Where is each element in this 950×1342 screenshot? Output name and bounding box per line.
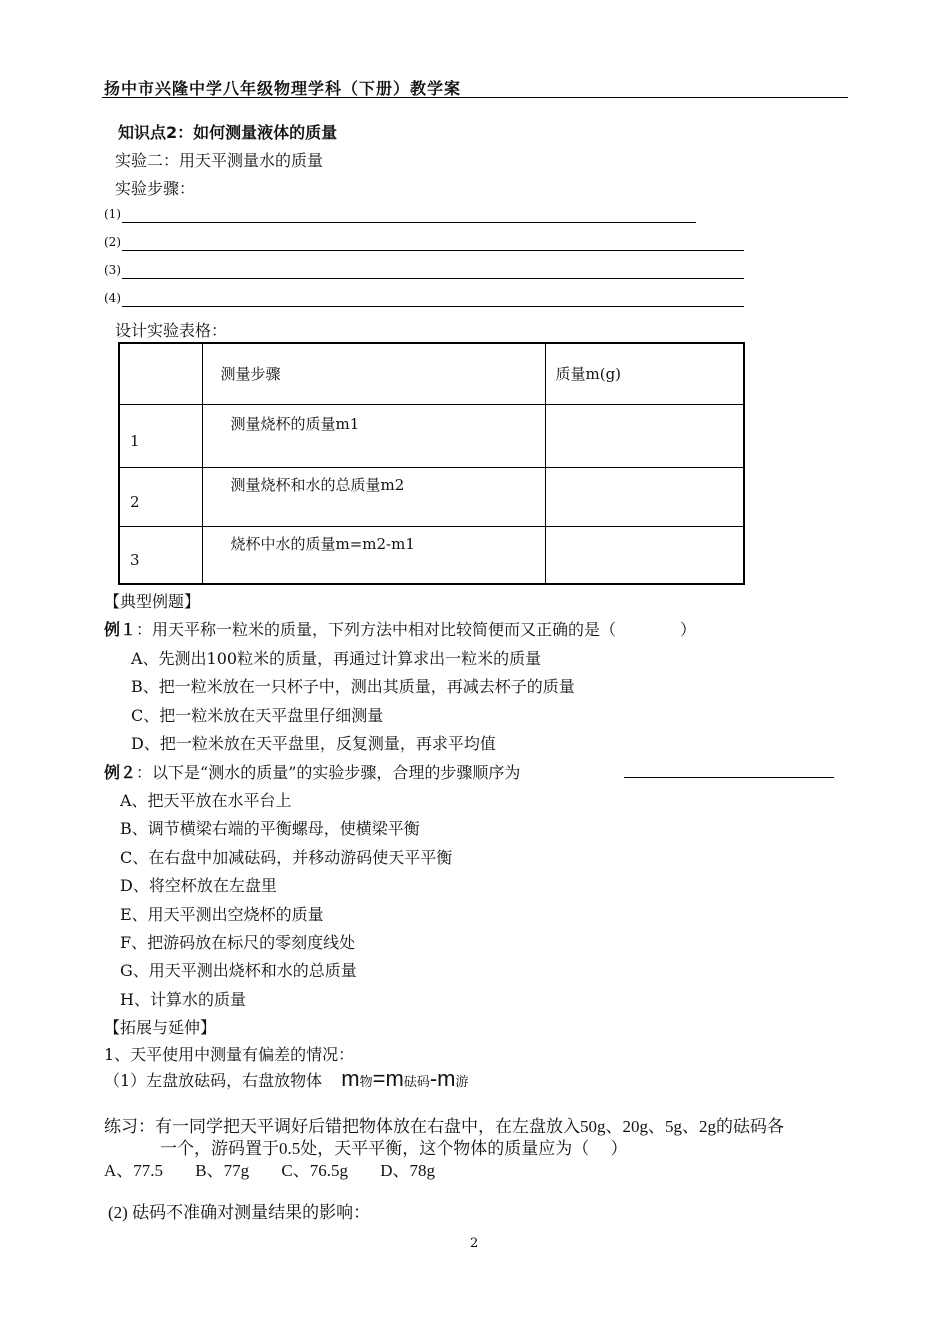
example-2-question	[104, 760, 520, 783]
step-number: (4)	[104, 291, 121, 305]
practice-line-2: 一个，游码置于0.5处，天平平衡，这个物体的质量应为（ ）	[160, 1139, 628, 1158]
formula-sub: 砝码	[403, 1075, 430, 1090]
example-1-question	[104, 617, 696, 640]
formula-minus-m: -m	[429, 1066, 456, 1091]
example-1-option-c[interactable]: C、把一粒米放在天平盘里仔细测量	[131, 706, 384, 725]
row-mass-cell[interactable]	[545, 467, 744, 526]
step-line-4[interactable]	[104, 291, 121, 305]
row-step: 测量烧杯的质量m1	[202, 404, 545, 467]
table-row	[119, 526, 744, 584]
table-header-row	[119, 343, 744, 404]
example-1-option-a[interactable]: A、先测出100粒米的质量，再通过计算求出一粒米的质量	[131, 649, 542, 668]
example-2-option-f: F、把游码放在标尺的零刻度线处	[120, 933, 356, 952]
example-2-option-e: E、用天平测出空烧杯的质量	[120, 905, 324, 924]
answer-option-a[interactable]: A、77.5	[104, 1161, 164, 1180]
blank-underline	[122, 250, 744, 251]
formula-sub: 物	[359, 1075, 373, 1090]
table-header-cell: 质量m(g)	[545, 343, 744, 404]
extension-heading: 【拓展与延伸】	[104, 1018, 217, 1037]
case-1-text: （1）左盘放砝码，右盘放物体	[104, 1071, 323, 1090]
formula-sub: 游	[455, 1075, 469, 1090]
row-number: 1	[119, 404, 202, 467]
example-2-option-d: D、将空杯放在左盘里	[120, 876, 277, 895]
table-header-cell: 测量步骤	[202, 343, 545, 404]
row-mass-cell[interactable]	[545, 404, 744, 467]
step-number: (1)	[104, 207, 121, 221]
practice-line-1: 练习：有一同学把天平调好后错把物体放在右盘中，在左盘放入50g、20g、5g、2g的砝码各	[104, 1117, 784, 1136]
question-text: ：以下是“测水的质量”的实验步骤，合理的步骤顺序为	[136, 763, 521, 782]
example-1-option-d[interactable]: D、把一粒米放在天平盘里，反复测量，再求平均值	[131, 734, 496, 753]
example-label: 例２	[104, 763, 137, 782]
section-title: 知识点2：如何测量液体的质量	[118, 123, 338, 142]
answer-blank[interactable]	[624, 777, 834, 778]
blank-underline	[122, 278, 744, 279]
blank-underline	[122, 306, 744, 307]
example-label: 例１	[104, 620, 137, 639]
example-2-option-h: H、计算水的质量	[120, 990, 246, 1009]
example-2-option-a: A、把天平放在水平台上	[120, 791, 292, 810]
experiment-title: 实验二：用天平测量水的质量	[115, 151, 324, 170]
blank-underline	[122, 222, 696, 223]
page-header-title: 扬中市兴隆中学八年级物理学科（下册）教学案	[104, 79, 462, 98]
steps-label: 实验步骤：	[115, 179, 196, 198]
formula-m: m	[341, 1066, 360, 1091]
answer-option-c[interactable]: C、76.5g	[281, 1161, 348, 1180]
row-step: 测量烧杯和水的总质量m2	[202, 467, 545, 526]
table-row	[119, 467, 744, 526]
answer-option-d[interactable]: D、78g	[380, 1161, 435, 1180]
practice-answers	[104, 1156, 435, 1181]
example-2-option-c: C、在右盘中加减砝码，并移动游码使天平平衡	[120, 848, 453, 867]
question-text: ：用天平称一粒米的质量，下列方法中相对比较简便而又正确的是（ ）	[136, 620, 697, 639]
example-2-option-g: G、用天平测出烧杯和水的总质量	[120, 961, 357, 980]
examples-heading: 【典型例题】	[104, 592, 201, 611]
table-header-cell	[119, 343, 202, 404]
case-1-line	[104, 1066, 469, 1096]
row-number: 2	[119, 467, 202, 526]
step-number: (2)	[104, 235, 121, 249]
mass-formula	[341, 1066, 469, 1091]
step-line-3[interactable]	[104, 263, 121, 277]
row-step: 烧杯中水的质量m=m2-m1	[202, 526, 545, 584]
row-mass-cell[interactable]	[545, 526, 744, 584]
extension-item-1: 1、天平使用中测量有偏差的情况：	[104, 1045, 355, 1064]
example-1-option-b[interactable]: B、把一粒米放在一只杯子中，测出其质量，再减去杯子的质量	[131, 677, 575, 696]
formula-eq-m: =m	[372, 1066, 404, 1091]
page-number: 2	[470, 1236, 479, 1251]
answer-option-b[interactable]: B、77g	[195, 1161, 250, 1180]
table-row	[119, 404, 744, 467]
row-number: 3	[119, 526, 202, 584]
step-line-1[interactable]	[104, 207, 121, 221]
table-label: 设计实验表格：	[115, 321, 228, 340]
experiment-table	[118, 342, 745, 585]
step-line-2[interactable]	[104, 235, 121, 249]
step-number: (3)	[104, 263, 121, 277]
case-2-text: (2) 砝码不准确对测量结果的影响：	[108, 1203, 371, 1222]
example-2-option-b: B、调节横梁右端的平衡螺母，使横梁平衡	[120, 819, 420, 838]
header-rule	[102, 97, 848, 98]
